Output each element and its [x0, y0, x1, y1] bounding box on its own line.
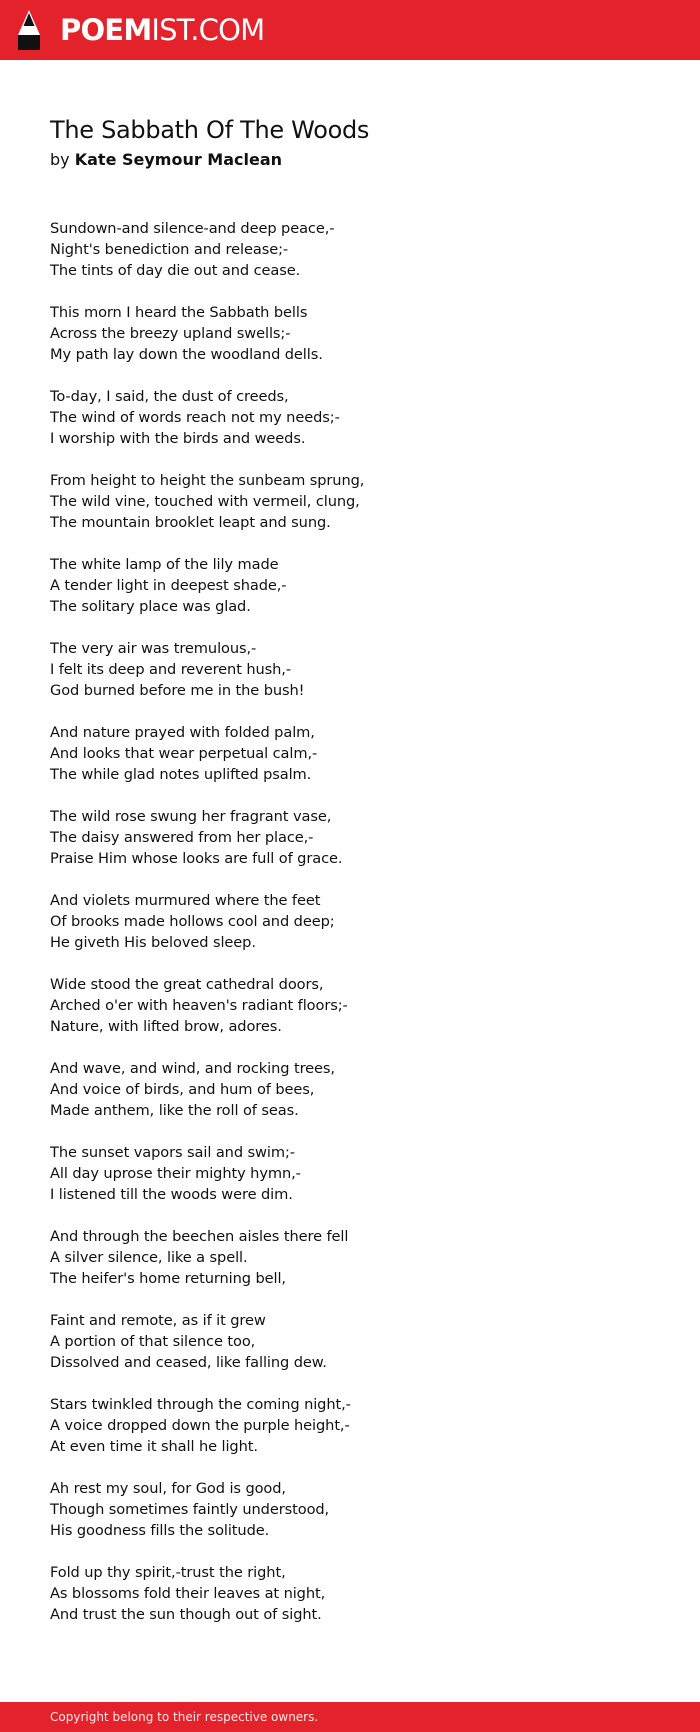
poem-line: And through the beechen aisles there fell — [50, 1228, 349, 1245]
poem-line: The tints of day die out and cease. — [50, 262, 301, 279]
poem-title: The Sabbath Of The Woods — [50, 116, 370, 144]
poem-stanza — [50, 218, 650, 281]
poem-line: As blossoms fold their leaves at night, — [50, 1585, 326, 1602]
poem-stanza — [50, 1478, 650, 1541]
poem-line: A silver silence, like a spell. — [50, 1249, 248, 1266]
poem-line: Night's benediction and release;- — [50, 241, 289, 258]
poem-stanza — [50, 1310, 650, 1373]
poem-stanza — [50, 806, 650, 869]
logo-text-light: IST.COM — [151, 12, 265, 47]
poem-line: Arched o'er with heaven's radiant floors;- — [50, 997, 348, 1014]
poem-line: From height to height the sunbeam sprung, — [50, 472, 365, 489]
poem-line: This morn I heard the Sabbath bells — [50, 304, 308, 321]
poem-line: To-day, I said, the dust of creeds, — [50, 388, 289, 405]
poem-line: I worship with the birds and weeds. — [50, 430, 306, 447]
poem-line: A voice dropped down the purple height,- — [50, 1417, 350, 1434]
poem-line: Across the breezy upland swells;- — [50, 325, 291, 342]
poem-line: My path lay down the woodland dells. — [50, 346, 323, 363]
poem-line: Praise Him whose looks are full of grace. — [50, 850, 343, 867]
poem-line: And violets murmured where the feet — [50, 892, 321, 909]
poem-line: The solitary place was glad. — [50, 598, 251, 615]
poem-stanza — [50, 722, 650, 785]
poem-line: A tender light in deepest shade,- — [50, 577, 287, 594]
poem-stanza — [50, 1226, 650, 1289]
logo-text-bold: POEM — [60, 12, 152, 47]
poem-stanza — [50, 1394, 650, 1457]
poem-line: All day uprose their mighty hymn,- — [50, 1165, 301, 1182]
poem-line: And trust the sun though out of sight. — [50, 1606, 322, 1623]
poem-stanza — [50, 890, 650, 953]
poem-line: The wind of words reach not my needs;- — [50, 409, 340, 426]
poem-stanza — [50, 638, 650, 701]
poem-line: He giveth His beloved sleep. — [50, 934, 256, 951]
poem-stanza — [50, 386, 650, 449]
poem-line: Fold up thy spirit,-trust the right, — [50, 1564, 286, 1581]
poem-stanza — [50, 1058, 650, 1121]
poem-line: His goodness fills the solitude. — [50, 1522, 270, 1539]
poem-line: Dissolved and ceased, like falling dew. — [50, 1354, 327, 1371]
poem-line: The daisy answered from her place,- — [50, 829, 314, 846]
poem-line: Nature, with lifted brow, adores. — [50, 1018, 282, 1035]
poem-line: The white lamp of the lily made — [50, 556, 279, 573]
poem-line: The wild vine, touched with vermeil, clung, — [50, 493, 360, 510]
poem-line: I listened till the woods were dim. — [50, 1186, 293, 1203]
poem-line: Stars twinkled through the coming night,- — [50, 1396, 351, 1413]
poem-line: And wave, and wind, and rocking trees, — [50, 1060, 335, 1077]
site-logo-link[interactable] — [16, 8, 264, 52]
poem-line: Sundown-and silence-and deep peace,- — [50, 220, 335, 237]
poem-line: A portion of that silence too, — [50, 1333, 256, 1350]
poem-byline — [50, 148, 650, 172]
poem-header — [50, 114, 650, 172]
poem-stanza — [50, 1562, 650, 1625]
poem-line: Faint and remote, as if it grew — [50, 1312, 266, 1329]
poem-stanza — [50, 302, 650, 365]
poem-stanza — [50, 554, 650, 617]
poem-line: I felt its deep and reverent hush,- — [50, 661, 292, 678]
poem-line: The heifer's home returning bell, — [50, 1270, 286, 1287]
poem-line: The while glad notes uplifted psalm. — [50, 766, 312, 783]
byline-prefix: by — [50, 150, 70, 169]
poem-line: Ah rest my soul, for God is good, — [50, 1480, 286, 1497]
poem-stanza — [50, 974, 650, 1037]
poem-line: And voice of birds, and hum of bees, — [50, 1081, 315, 1098]
poem-body — [50, 218, 650, 1646]
pencil-icon — [16, 9, 42, 51]
poem-line: Wide stood the great cathedral doors, — [50, 976, 324, 993]
poem-line: And nature prayed with folded palm, — [50, 724, 315, 741]
poem-line: At even time it shall he light. — [50, 1438, 258, 1455]
poem-author: Kate Seymour Maclean — [74, 150, 283, 169]
poem-line: The sunset vapors sail and swim;- — [50, 1144, 295, 1161]
poem-line: Of brooks made hollows cool and deep; — [50, 913, 335, 930]
poem-line: God burned before me in the bush! — [50, 682, 305, 699]
poem-line: The very air was tremulous,- — [50, 640, 257, 657]
poem-line: The mountain brooklet leapt and sung. — [50, 514, 331, 531]
poem-line: Though sometimes faintly understood, — [50, 1501, 330, 1518]
footer-copyright: Copyright belong to their respective owners. — [50, 1710, 319, 1724]
poem-stanza — [50, 470, 650, 533]
site-header — [0, 0, 700, 60]
poem-line: And looks that wear perpetual calm,- — [50, 745, 318, 762]
poem-line: Made anthem, like the roll of seas. — [50, 1102, 299, 1119]
site-footer — [0, 1702, 700, 1732]
poem-stanza — [50, 1142, 650, 1205]
site-logo-text — [60, 12, 265, 47]
poem-line: The wild rose swung her fragrant vase, — [50, 808, 332, 825]
